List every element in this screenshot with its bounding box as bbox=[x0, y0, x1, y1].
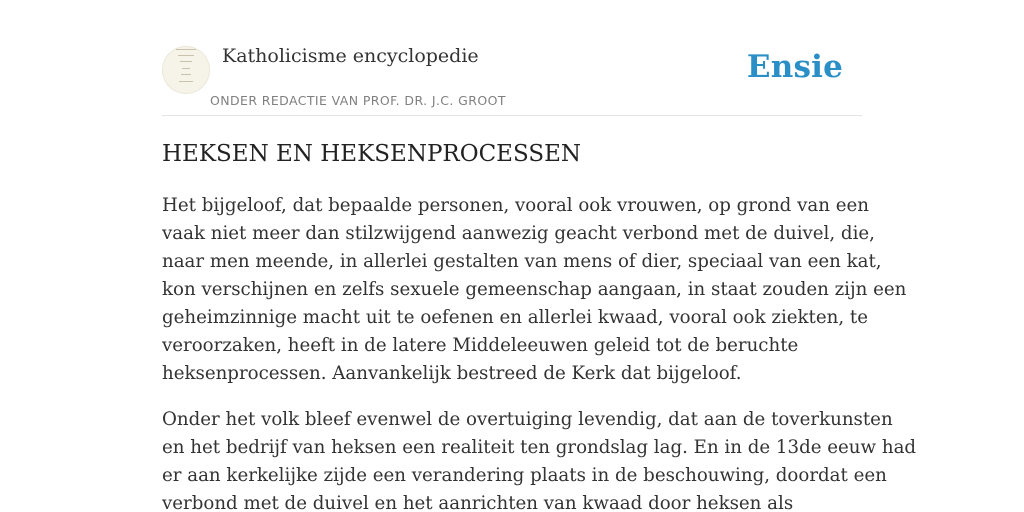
book-editor: ONDER REDACTIE VAN PROF. DR. J.C. GROOT bbox=[210, 93, 506, 108]
book-title[interactable]: Katholicisme encyclopedie bbox=[222, 45, 479, 67]
paragraph-line: naar men meende, in allerlei gestalten van mens of dier, speciaal van een kat, bbox=[162, 251, 882, 272]
article-title: HEKSEN EN HEKSENPROCESSEN bbox=[162, 141, 581, 167]
article bbox=[162, 138, 917, 512]
paragraph-line: verbond met de duivel en het aanrichten van kwaad door heksen als bbox=[162, 493, 794, 512]
paragraph-line: veroorzaken, heeft in de latere Middeleeuwen geleid tot de beruchte bbox=[162, 335, 799, 356]
paragraph-line: vaak niet meer dan stilzwijgend aanwezig geacht verbond met de duivel, die, bbox=[162, 223, 875, 244]
ensie-logo[interactable]: Ensie bbox=[746, 49, 843, 85]
paragraph-line: Onder het volk bleef evenwel de overtuiging levendig, dat aan de toverkunsten bbox=[162, 409, 893, 430]
paragraph-line: en het bedrijf van heksen een realiteit ten grondslag lag. En in de 13de eeuw had bbox=[162, 437, 917, 458]
paragraph-line: kon verschijnen en zelfs sexuele gemeenschap aangaan, in staat zouden zijn een bbox=[162, 279, 907, 300]
paragraph-line: heksenprocessen. Aanvankelijk bestreed de Kerk dat bijgeloof. bbox=[162, 363, 742, 384]
site-header bbox=[162, 0, 862, 116]
paragraph-line: Het bijgeloof, dat bepaalde personen, vooral ook vrouwen, op grond van een bbox=[162, 195, 869, 216]
article-body bbox=[162, 192, 917, 512]
paragraph-line: geheimzinnige macht uit te oefenen en allerlei kwaad, vooral ook ziekten, te bbox=[162, 307, 868, 328]
article-paragraph bbox=[162, 406, 917, 512]
book-cover-icon[interactable] bbox=[162, 46, 210, 94]
article-paragraph bbox=[162, 192, 907, 388]
paragraph-line: er aan kerkelijke zijde een verandering plaats in de beschouwing, doordat een bbox=[162, 465, 887, 486]
